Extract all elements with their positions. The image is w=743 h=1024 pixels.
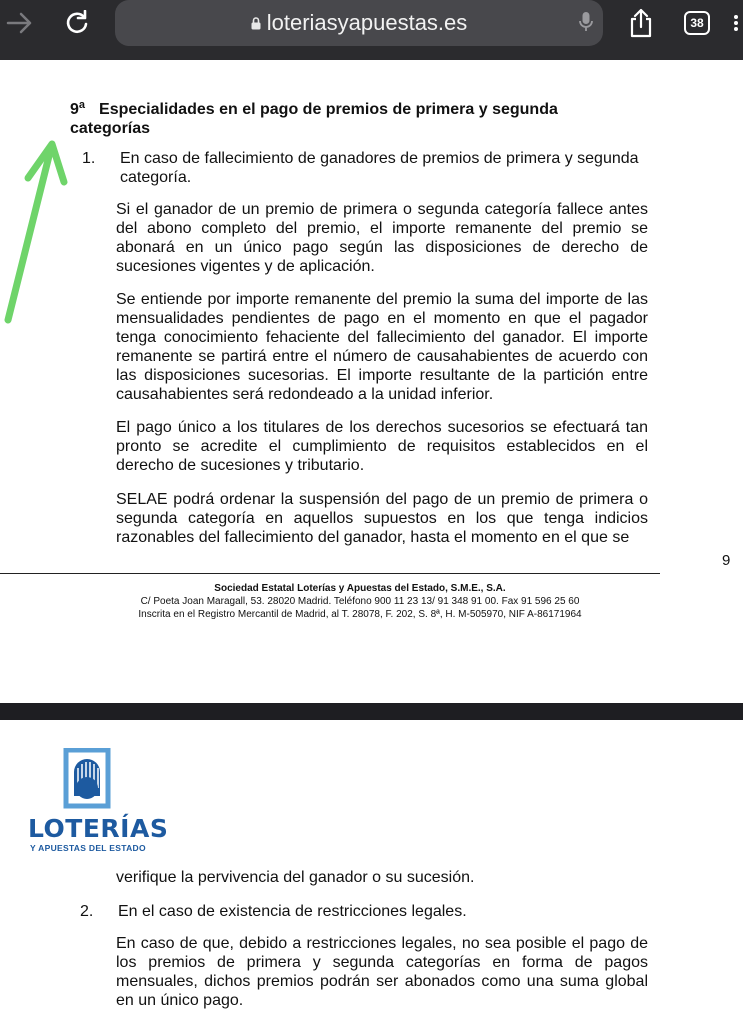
microphone-icon[interactable] (579, 11, 593, 33)
paragraph: verifique la pervivencia del ganador o su sucesión. (116, 869, 475, 886)
paragraph: SELAE podrá ordenar la suspensión del pago de un premio de primera o segunda categoría en aquellos supuestos en los que tenga indicios razonables del fallecimiento del ganador, hasta el momento en el que se (116, 491, 648, 546)
tabs-button[interactable] (684, 11, 710, 35)
browser-toolbar (0, 0, 743, 60)
logo-subtitle: Y APUESTAS DEL ESTADO (30, 843, 146, 853)
arrow-right-icon (6, 12, 34, 34)
footer-registry: Inscrita en el Registro Mercantil de Madrid, al T. 28078, F. 202, S. 8ª, H. M-505970, NIF A-86171964 (138, 609, 582, 620)
logo-wordmark: LOTERÍAS (28, 814, 169, 843)
page-separator (0, 703, 743, 720)
paragraph: Si el ganador de un premio de primera o segunda categoría fallece antes del abono completo del premio, el importe remanente del premio se abonará en un único pago según las disposiciones de derecho de sucesiones vigentes y de aplicación. (116, 201, 648, 275)
tab-count: 38 (690, 16, 704, 30)
paragraph: Se entiende por importe remanente del premio la suma del importe de las mensualidades pendientes de pago en el momento en que el pagador tenga conocimiento fehaciente del fallecimiento del ganador. El importe remanente se partirá entre el número de causahabientes de acuerdo con las disposiciones sucesorias. El importe resultante de la partición entre causahabientes será redondeado a la unidad inferior. (116, 291, 648, 403)
share-icon (629, 8, 653, 38)
footer-address: C/ Poeta Joan Maragall, 53. 28020 Madrid. Teléfono 900 11 23 13/ 91 348 91 00. Fax 91 596 25 60 (140, 596, 580, 607)
lock-icon (251, 17, 261, 30)
url-text: loteriasyapuestas.es (266, 10, 468, 35)
section-title-line1: Especialidades en el pago de premios de primera y segunda (99, 101, 558, 118)
paragraph: El pago único a los titulares de los derechos sucesorios se efectuará tan pronto se acredite el cumplimiento de requisitos establecidos en el derecho de sucesiones y tributario. (116, 419, 648, 474)
paragraph: En caso de que, debido a restricciones legales, no sea posible el pago de los premios de primera y segunda categorías en forma de pagos mensuales, dichos premios podrán ser abonados como una suma global en un único pago. (116, 935, 648, 1009)
page-number: 9 (722, 552, 731, 569)
address-bar[interactable] (115, 0, 603, 46)
list-number: 1. (82, 150, 96, 167)
footer-company: Sociedad Estatal Loterías y Apuestas del Estado, S.M.E., S.A. (214, 583, 506, 594)
menu-button[interactable] (728, 8, 740, 38)
section-number: 9 (70, 101, 79, 118)
section-heading (70, 96, 610, 138)
annotation-arrow-icon (0, 138, 80, 328)
list-text: En caso de fallecimiento de ganadores de premios de primera y segunda categoría. (120, 150, 639, 186)
section-superscript: a (78, 99, 86, 111)
section-title-line2: categorías (70, 120, 151, 137)
footer-divider (0, 573, 660, 574)
list-number: 2. (80, 903, 94, 920)
share-button[interactable] (627, 8, 655, 38)
reload-button[interactable] (62, 8, 92, 38)
back-button[interactable] (4, 8, 36, 38)
list-text: En el caso de existencia de restricciones legales. (118, 903, 467, 920)
more-icon (728, 11, 740, 35)
loterias-logo (28, 748, 168, 858)
reload-icon (64, 10, 90, 36)
logo-emblem-icon (28, 748, 168, 814)
